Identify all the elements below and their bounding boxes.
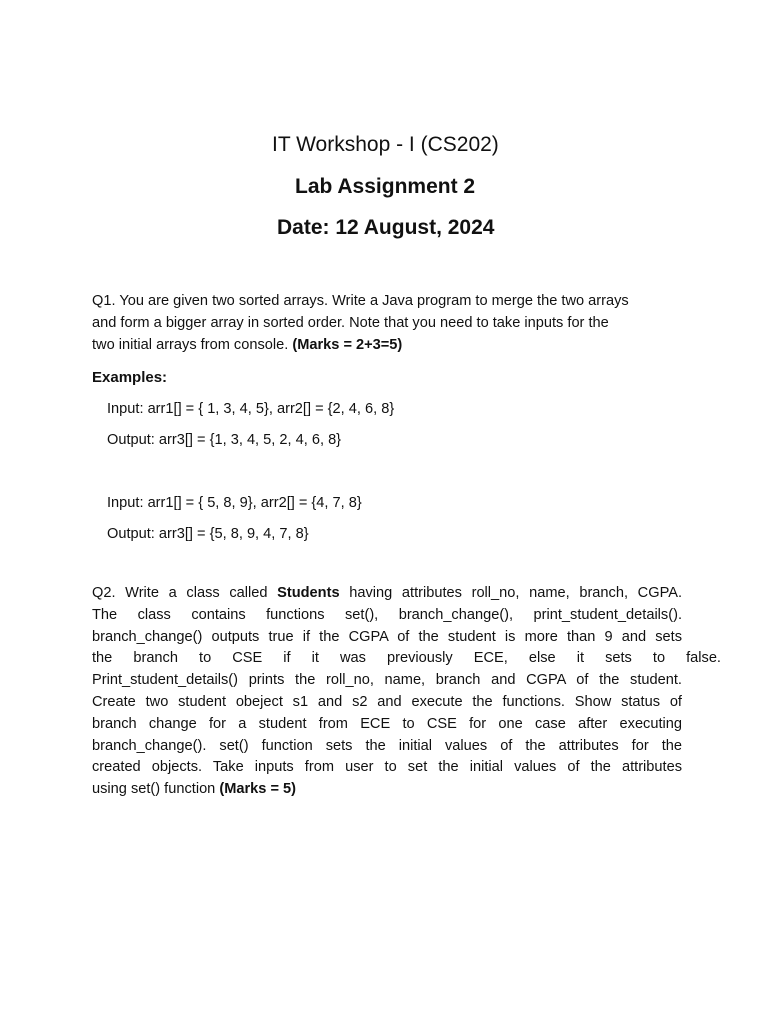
example-1-output: Output: arr3[] = {1, 3, 4, 5, 2, 4, 6, 8} — [107, 432, 342, 448]
question-1-line: and form a bigger array in sorted order. Note that you need to take inputs for the — [92, 314, 609, 331]
question-2-marks: (Marks = 5) — [219, 781, 297, 798]
class-name: Students — [277, 585, 340, 601]
question-2-line: Create two student obeject s1 and s2 and execute the functions. Show status of — [92, 693, 682, 710]
example-1-input: Input: arr1[] = { 1, 3, 4, 5}, arr2[] = {2, 4, 6, 8} — [107, 401, 395, 417]
course-title: IT Workshop - I (CS202) — [272, 133, 499, 156]
question-1-line — [92, 335, 682, 357]
question-2-line — [92, 583, 682, 605]
question-2 — [92, 583, 721, 801]
question-1 — [92, 291, 682, 356]
question-2-text: Q2. Write a class called — [92, 585, 278, 601]
question-2-line: branch_change(). set() function sets the initial values of the attributes for the — [92, 737, 682, 754]
question-2-line: branch change for a student from ECE to CSE for one case after executing — [92, 715, 682, 732]
question-2-text: having attributes roll_no, name, branch, CGPA. — [339, 585, 683, 601]
example-2-output: Output: arr3[] = {5, 8, 9, 4, 7, 8} — [107, 526, 309, 542]
question-2-line: the branch to CSE if it was previously ECE, else it sets to false. — [92, 650, 721, 667]
question-1-text: two initial arrays from console. — [92, 336, 293, 353]
question-2-text: using set() function — [92, 781, 220, 798]
question-2-line: created objects. Take inputs from user to set the initial values of the attributes — [92, 759, 682, 776]
question-2-line — [92, 779, 682, 801]
assignment-date: Date: 12 August, 2024 — [277, 216, 495, 239]
question-1-marks: (Marks = 2+3=5) — [292, 336, 403, 353]
assignment-title: Lab Assignment 2 — [295, 175, 476, 198]
example-2-input: Input: arr1[] = { 5, 8, 9}, arr2[] = {4, 7, 8} — [107, 495, 362, 511]
question-2-line: The class contains functions set(), branch_change(), print_student_details(). — [92, 606, 682, 623]
question-1-line: Q1. You are given two sorted arrays. Write a Java program to merge the two arrays — [92, 293, 629, 309]
question-2-line: branch_change() outputs true if the CGPA of the student is more than 9 and sets — [92, 628, 682, 645]
examples-heading: Examples: — [92, 369, 168, 386]
question-2-line: Print_student_details() prints the roll_no, name, branch and CGPA of the student. — [92, 672, 682, 689]
